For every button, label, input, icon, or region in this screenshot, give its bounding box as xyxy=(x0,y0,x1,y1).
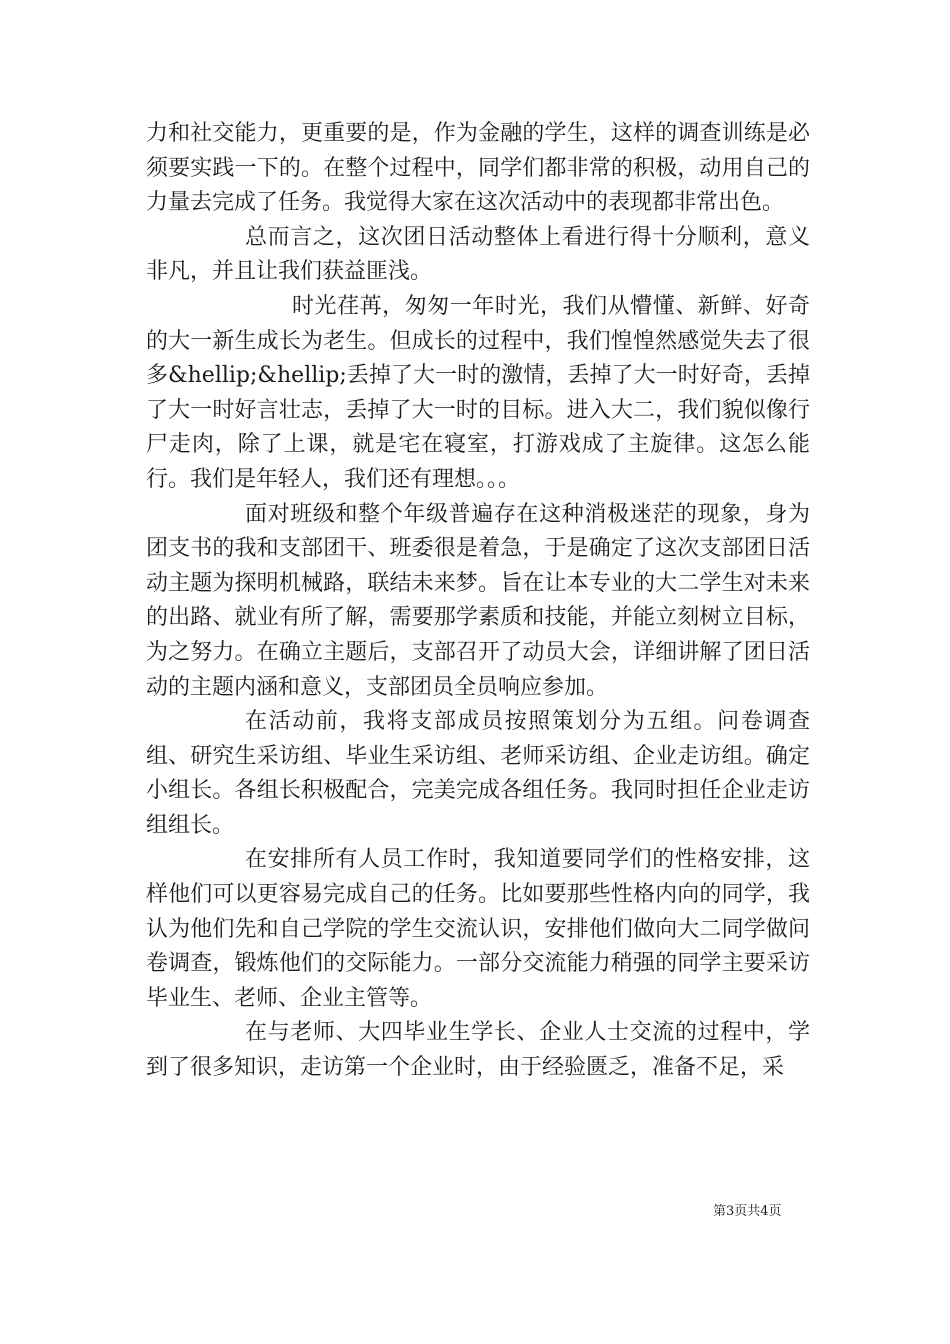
paragraph-arrangement: 在安排所有人员工作时，我知道要同学们的性格安排，这样他们可以更容易完成自己的任务。比如要那些性格内向的同学，我认为他们先和自己学院的学生交流认识，安排他们做向大二同学做问卷调查，锻炼他们的交际能力。一部分交流能力稍强的同学主要采访毕业生、老师、企业主管等。 xyxy=(146,847,810,1011)
paragraph-activity-theme: 面对班级和整个年级普遍存在这种消极迷茫的现象，身为团支书的我和支部团干、班委很是着急，于是确定了这次支部团日活动主题为探明机械路，联结未来梦。旨在让本专业的大二学生对未来的出路、就业有所了解，需要那学素质和技能，并能立刻树立目标，为之努力。在确立主题后，支部召开了动员大会，详细讲解了团日活动的主题内涵和意义，支部团员全员响应参加。 xyxy=(146,501,810,700)
paragraph-summary: 总而言之，这次团日活动整体上看进行得十分顺利，意义非凡，并且让我们获益匪浅。 xyxy=(146,224,810,285)
paragraph-groups: 在活动前，我将支部成员按照策划分为五组。问卷调查组、研究生采访组、毕业生采访组、老师采访组、企业走访组。确定小组长。各组长积极配合，完美完成各组任务。我同时担任企业走访组组长。 xyxy=(146,709,810,838)
page-number-footer: 第3页共4页 xyxy=(713,1204,782,1219)
paragraph-continued: 力和社交能力，更重要的是，作为金融的学生，这样的调查训练是必须要实践一下的。在整个过程中，同学们都非常的积极，动用自己的力量去完成了任务。我觉得大家在这次活动中的表现都非常出色。 xyxy=(146,121,810,216)
document-body xyxy=(146,117,810,1086)
paragraph-time-passes: 时光荏苒，匆匆一年时光，我们从懵懂、新鲜、好奇的大一新生成长为老生。但成长的过程中，我们惶惶然感觉失去了很多&hellip;&hellip;丢掉了大一时的激情，丢掉了大一时好奇，丢掉了大一时好言壮志，丢掉了大一时的目标。进入大二，我们貌似像行尸走肉，除了上课，就是宅在寝室，打游戏成了主旋律。这怎么能行。我们是年轻人，我们还有理想。。。 xyxy=(146,293,810,492)
paragraph-interviews: 在与老师、大四毕业生学长、企业人士交流的过程中，学到了很多知识，走访第一个企业时，由于经验匮乏，准备不足，采 xyxy=(146,1020,810,1081)
